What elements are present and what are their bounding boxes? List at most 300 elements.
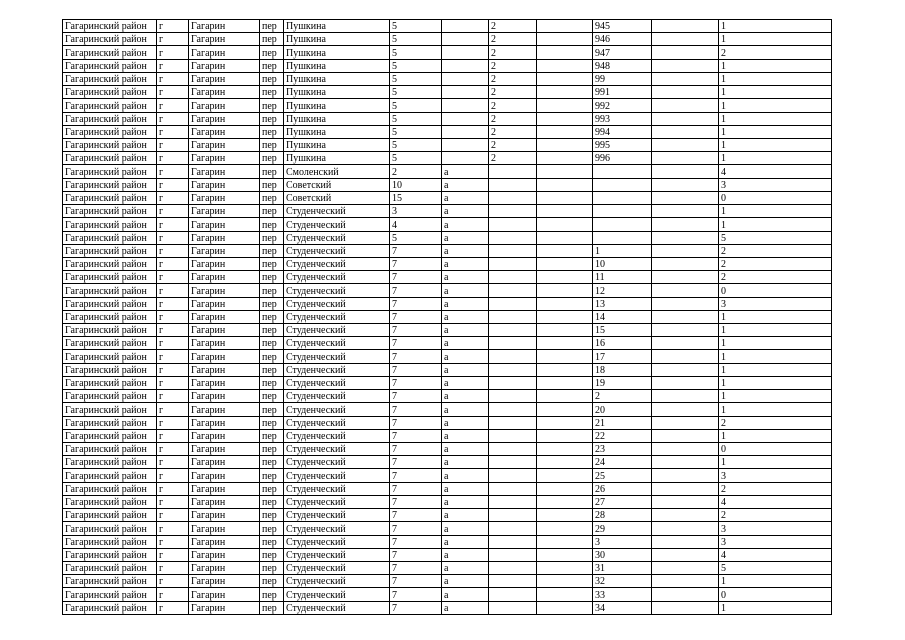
table-cell	[652, 601, 719, 614]
table-cell: Студенческий	[284, 509, 390, 522]
table-cell: а	[442, 535, 489, 548]
table-cell	[652, 231, 719, 244]
table-cell	[652, 297, 719, 310]
table-cell: 7	[390, 244, 442, 257]
table-row	[63, 469, 832, 482]
table-cell: 2	[489, 112, 537, 125]
table-cell: Гагаринский район	[63, 509, 157, 522]
table-cell: Студенческий	[284, 601, 390, 614]
table-cell: Смоленский	[284, 165, 390, 178]
table-cell: Студенческий	[284, 456, 390, 469]
table-cell: г	[157, 416, 189, 429]
table-cell: 7	[390, 443, 442, 456]
table-cell: 7	[390, 297, 442, 310]
table-cell	[537, 535, 593, 548]
table-cell: 991	[593, 86, 652, 99]
table-cell: 993	[593, 112, 652, 125]
table-cell: Гагаринский район	[63, 429, 157, 442]
table-cell	[489, 205, 537, 218]
table-cell	[652, 99, 719, 112]
table-cell: пер	[260, 297, 284, 310]
table-cell	[652, 324, 719, 337]
table-cell: Студенческий	[284, 522, 390, 535]
table-cell: Гагаринский район	[63, 271, 157, 284]
table-cell	[652, 522, 719, 535]
table-row	[63, 284, 832, 297]
table-cell: пер	[260, 416, 284, 429]
table-cell: Гагаринский район	[63, 46, 157, 59]
table-cell: 2	[719, 482, 832, 495]
table-cell: 1	[719, 363, 832, 376]
table-cell: пер	[260, 33, 284, 46]
table-cell	[537, 205, 593, 218]
table-cell: Гагарин	[189, 72, 260, 85]
table-cell: а	[442, 575, 489, 588]
table-cell: 7	[390, 509, 442, 522]
table-cell: пер	[260, 244, 284, 257]
table-cell: 4	[390, 218, 442, 231]
table-cell	[537, 390, 593, 403]
table-cell: 1	[719, 601, 832, 614]
table-cell: 2	[489, 138, 537, 151]
table-cell: г	[157, 231, 189, 244]
table-row	[63, 456, 832, 469]
table-cell: 1	[719, 72, 832, 85]
table-cell: 2	[719, 244, 832, 257]
table-cell: пер	[260, 191, 284, 204]
table-row	[63, 99, 832, 112]
table-cell: Гагарин	[189, 522, 260, 535]
table-cell: пер	[260, 337, 284, 350]
table-cell: а	[442, 376, 489, 389]
table-cell: пер	[260, 601, 284, 614]
table-cell: а	[442, 548, 489, 561]
table-cell	[489, 165, 537, 178]
table-cell: 7	[390, 522, 442, 535]
table-cell: г	[157, 456, 189, 469]
table-cell	[652, 337, 719, 350]
table-cell	[652, 46, 719, 59]
table-body	[63, 20, 832, 615]
table-cell: Студенческий	[284, 310, 390, 323]
table-cell: Гагаринский район	[63, 495, 157, 508]
table-cell: 3	[719, 297, 832, 310]
table-cell: Студенческий	[284, 548, 390, 561]
table-cell: г	[157, 390, 189, 403]
table-cell: 99	[593, 72, 652, 85]
table-cell: Пушкина	[284, 59, 390, 72]
table-cell: Пушкина	[284, 99, 390, 112]
table-cell: г	[157, 482, 189, 495]
table-cell: а	[442, 443, 489, 456]
table-cell: 1	[719, 125, 832, 138]
table-cell: г	[157, 72, 189, 85]
table-cell: Студенческий	[284, 390, 390, 403]
table-cell: 7	[390, 284, 442, 297]
table-cell: пер	[260, 535, 284, 548]
table-cell: а	[442, 561, 489, 574]
table-cell	[489, 443, 537, 456]
table-cell: Гагаринский район	[63, 72, 157, 85]
table-cell: г	[157, 575, 189, 588]
table-cell: 10	[390, 178, 442, 191]
table-row	[63, 363, 832, 376]
table-cell: 7	[390, 469, 442, 482]
table-cell: 1	[719, 456, 832, 469]
table-cell: 2	[489, 152, 537, 165]
table-cell: 1	[719, 218, 832, 231]
table-cell: пер	[260, 588, 284, 601]
table-cell: 7	[390, 390, 442, 403]
table-cell: 2	[719, 509, 832, 522]
table-cell: Гагарин	[189, 125, 260, 138]
address-table	[62, 19, 832, 615]
table-cell: 7	[390, 257, 442, 270]
table-cell	[442, 20, 489, 33]
table-cell: Студенческий	[284, 244, 390, 257]
table-cell: Гагаринский район	[63, 205, 157, 218]
table-cell: а	[442, 522, 489, 535]
table-cell: Студенческий	[284, 443, 390, 456]
table-cell: Гагарин	[189, 112, 260, 125]
table-cell: Студенческий	[284, 337, 390, 350]
table-cell: 5	[390, 86, 442, 99]
table-cell: Студенческий	[284, 284, 390, 297]
table-cell: а	[442, 218, 489, 231]
table-cell: пер	[260, 231, 284, 244]
table-cell: а	[442, 403, 489, 416]
table-cell: пер	[260, 522, 284, 535]
table-cell	[537, 509, 593, 522]
table-cell: 12	[593, 284, 652, 297]
table-cell: Гагаринский район	[63, 601, 157, 614]
table-cell: 996	[593, 152, 652, 165]
table-cell: 28	[593, 509, 652, 522]
table-cell	[489, 482, 537, 495]
table-cell	[489, 271, 537, 284]
table-cell: 32	[593, 575, 652, 588]
table-cell: г	[157, 178, 189, 191]
table-cell	[537, 138, 593, 151]
table-cell: а	[442, 165, 489, 178]
table-cell: пер	[260, 495, 284, 508]
table-cell: г	[157, 125, 189, 138]
table-cell: Гагарин	[189, 191, 260, 204]
table-cell: пер	[260, 257, 284, 270]
table-cell	[652, 20, 719, 33]
table-cell: 19	[593, 376, 652, 389]
table-cell: Гагарин	[189, 350, 260, 363]
table-cell: 7	[390, 588, 442, 601]
table-cell	[652, 152, 719, 165]
table-cell: г	[157, 337, 189, 350]
table-cell: г	[157, 218, 189, 231]
table-row	[63, 535, 832, 548]
table-cell	[652, 575, 719, 588]
table-cell: 946	[593, 33, 652, 46]
table-cell: Пушкина	[284, 152, 390, 165]
table-cell: Гагаринский район	[63, 588, 157, 601]
table-cell: пер	[260, 390, 284, 403]
table-cell	[652, 416, 719, 429]
table-cell: 994	[593, 125, 652, 138]
table-cell	[593, 191, 652, 204]
table-cell	[489, 363, 537, 376]
table-cell: 5	[390, 72, 442, 85]
table-cell: Гагаринский район	[63, 363, 157, 376]
table-cell: г	[157, 429, 189, 442]
table-cell: пер	[260, 205, 284, 218]
table-cell: 1	[719, 138, 832, 151]
table-cell	[489, 469, 537, 482]
table-cell: 2	[719, 271, 832, 284]
table-cell: 7	[390, 403, 442, 416]
table-cell: пер	[260, 482, 284, 495]
table-cell: 1	[719, 337, 832, 350]
table-cell	[652, 257, 719, 270]
table-cell: 24	[593, 456, 652, 469]
table-cell	[593, 178, 652, 191]
table-cell: Гагарин	[189, 99, 260, 112]
table-cell: 1	[719, 86, 832, 99]
table-cell: пер	[260, 178, 284, 191]
table-cell: 25	[593, 469, 652, 482]
table-cell	[652, 125, 719, 138]
table-cell	[593, 165, 652, 178]
table-cell: 7	[390, 548, 442, 561]
table-cell: а	[442, 416, 489, 429]
table-cell	[537, 244, 593, 257]
table-cell: г	[157, 601, 189, 614]
table-cell: Студенческий	[284, 416, 390, 429]
table-row	[63, 337, 832, 350]
table-cell: Гагаринский район	[63, 59, 157, 72]
table-cell: 3	[593, 535, 652, 548]
table-cell	[652, 284, 719, 297]
table-cell	[537, 33, 593, 46]
table-cell: Гагарин	[189, 257, 260, 270]
table-cell	[537, 337, 593, 350]
table-cell: 1	[719, 20, 832, 33]
table-cell: 5	[390, 138, 442, 151]
table-cell	[652, 59, 719, 72]
table-cell: 7	[390, 535, 442, 548]
table-cell: Гагарин	[189, 46, 260, 59]
table-cell: пер	[260, 310, 284, 323]
table-cell: Гагарин	[189, 231, 260, 244]
table-cell: Пушкина	[284, 86, 390, 99]
table-row	[63, 495, 832, 508]
table-cell: 2	[489, 72, 537, 85]
table-cell: 7	[390, 482, 442, 495]
table-cell: а	[442, 456, 489, 469]
table-cell: пер	[260, 218, 284, 231]
table-cell: 7	[390, 310, 442, 323]
table-cell: Гагарин	[189, 403, 260, 416]
table-cell: пер	[260, 548, 284, 561]
table-cell: Гагарин	[189, 86, 260, 99]
table-cell: Гагарин	[189, 469, 260, 482]
table-cell: 17	[593, 350, 652, 363]
table-cell: а	[442, 284, 489, 297]
table-cell	[442, 138, 489, 151]
table-cell: г	[157, 152, 189, 165]
table-cell	[652, 403, 719, 416]
table-cell: 948	[593, 59, 652, 72]
table-cell: Пушкина	[284, 46, 390, 59]
table-cell: Гагарин	[189, 271, 260, 284]
table-cell: Гагарин	[189, 561, 260, 574]
table-cell: Гагарин	[189, 337, 260, 350]
table-cell	[537, 72, 593, 85]
table-cell: Гагарин	[189, 59, 260, 72]
table-cell: Гагаринский район	[63, 138, 157, 151]
table-row	[63, 561, 832, 574]
table-cell: Гагаринский район	[63, 456, 157, 469]
table-cell: Студенческий	[284, 231, 390, 244]
table-cell: г	[157, 112, 189, 125]
table-cell	[489, 191, 537, 204]
table-cell: а	[442, 231, 489, 244]
table-cell	[652, 482, 719, 495]
table-cell: а	[442, 191, 489, 204]
table-cell: 5	[390, 231, 442, 244]
table-cell: пер	[260, 99, 284, 112]
table-cell: 1	[719, 376, 832, 389]
table-cell: Пушкина	[284, 125, 390, 138]
table-row	[63, 205, 832, 218]
table-cell: Гагаринский район	[63, 178, 157, 191]
table-cell: 4	[719, 548, 832, 561]
table-cell: Гагаринский район	[63, 548, 157, 561]
table-cell: Гагаринский район	[63, 86, 157, 99]
table-cell	[652, 310, 719, 323]
table-cell: 7	[390, 376, 442, 389]
table-cell: 7	[390, 601, 442, 614]
table-cell	[537, 257, 593, 270]
table-cell	[489, 257, 537, 270]
table-cell	[652, 469, 719, 482]
table-cell: 31	[593, 561, 652, 574]
table-cell	[652, 271, 719, 284]
table-cell: 2	[593, 390, 652, 403]
table-cell: 4	[719, 495, 832, 508]
table-cell: 30	[593, 548, 652, 561]
table-cell: 7	[390, 575, 442, 588]
table-cell: Студенческий	[284, 257, 390, 270]
table-cell: Студенческий	[284, 561, 390, 574]
table-cell	[652, 218, 719, 231]
table-cell: 0	[719, 588, 832, 601]
table-cell	[489, 561, 537, 574]
table-cell: 13	[593, 297, 652, 310]
table-cell: Студенческий	[284, 324, 390, 337]
table-cell	[537, 376, 593, 389]
table-cell	[489, 416, 537, 429]
table-cell	[537, 363, 593, 376]
table-cell: пер	[260, 363, 284, 376]
table-cell: пер	[260, 125, 284, 138]
table-cell	[537, 601, 593, 614]
table-cell: Студенческий	[284, 297, 390, 310]
table-cell: 7	[390, 456, 442, 469]
table-cell: Гагаринский район	[63, 469, 157, 482]
table-cell: пер	[260, 152, 284, 165]
table-cell: 7	[390, 561, 442, 574]
table-cell: г	[157, 20, 189, 33]
table-cell	[489, 390, 537, 403]
table-cell: Гагаринский район	[63, 20, 157, 33]
table-cell	[537, 165, 593, 178]
table-row	[63, 218, 832, 231]
table-cell: Гагаринский район	[63, 522, 157, 535]
table-cell: пер	[260, 138, 284, 151]
table-cell: Гагаринский район	[63, 231, 157, 244]
table-cell: 1	[719, 350, 832, 363]
table-cell: Гагаринский район	[63, 350, 157, 363]
table-cell	[593, 231, 652, 244]
table-cell: г	[157, 376, 189, 389]
table-cell: 2	[489, 59, 537, 72]
table-cell: 0	[719, 443, 832, 456]
table-cell	[652, 548, 719, 561]
table-cell: Студенческий	[284, 588, 390, 601]
table-cell: Пушкина	[284, 20, 390, 33]
table-cell: Студенческий	[284, 376, 390, 389]
table-cell: 1	[719, 403, 832, 416]
table-row	[63, 257, 832, 270]
table-cell: Гагарин	[189, 297, 260, 310]
table-row	[63, 244, 832, 257]
table-cell: 5	[390, 125, 442, 138]
table-cell: Советский	[284, 178, 390, 191]
table-cell	[652, 112, 719, 125]
table-cell: 1	[719, 310, 832, 323]
table-cell: 5	[390, 59, 442, 72]
table-cell: пер	[260, 72, 284, 85]
table-cell: 23	[593, 443, 652, 456]
table-cell: Гагаринский район	[63, 244, 157, 257]
table-cell: 1	[719, 429, 832, 442]
table-cell: 5	[390, 20, 442, 33]
table-cell: Советский	[284, 191, 390, 204]
table-cell: 1	[719, 33, 832, 46]
table-cell: Гагаринский район	[63, 165, 157, 178]
table-cell	[652, 33, 719, 46]
table-cell: 2	[719, 46, 832, 59]
table-cell	[652, 509, 719, 522]
table-cell: 995	[593, 138, 652, 151]
table-row	[63, 350, 832, 363]
table-cell: 1	[719, 390, 832, 403]
table-cell: пер	[260, 376, 284, 389]
table-cell: г	[157, 469, 189, 482]
table-cell: 20	[593, 403, 652, 416]
table-cell: 7	[390, 271, 442, 284]
table-cell	[652, 495, 719, 508]
table-cell	[442, 86, 489, 99]
table-cell	[442, 72, 489, 85]
table-cell: 11	[593, 271, 652, 284]
table-cell: 5	[390, 33, 442, 46]
table-row	[63, 46, 832, 59]
table-cell: Студенческий	[284, 350, 390, 363]
table-cell: Гагаринский район	[63, 218, 157, 231]
table-cell	[489, 535, 537, 548]
table-cell: 16	[593, 337, 652, 350]
table-cell: 14	[593, 310, 652, 323]
table-cell: г	[157, 271, 189, 284]
